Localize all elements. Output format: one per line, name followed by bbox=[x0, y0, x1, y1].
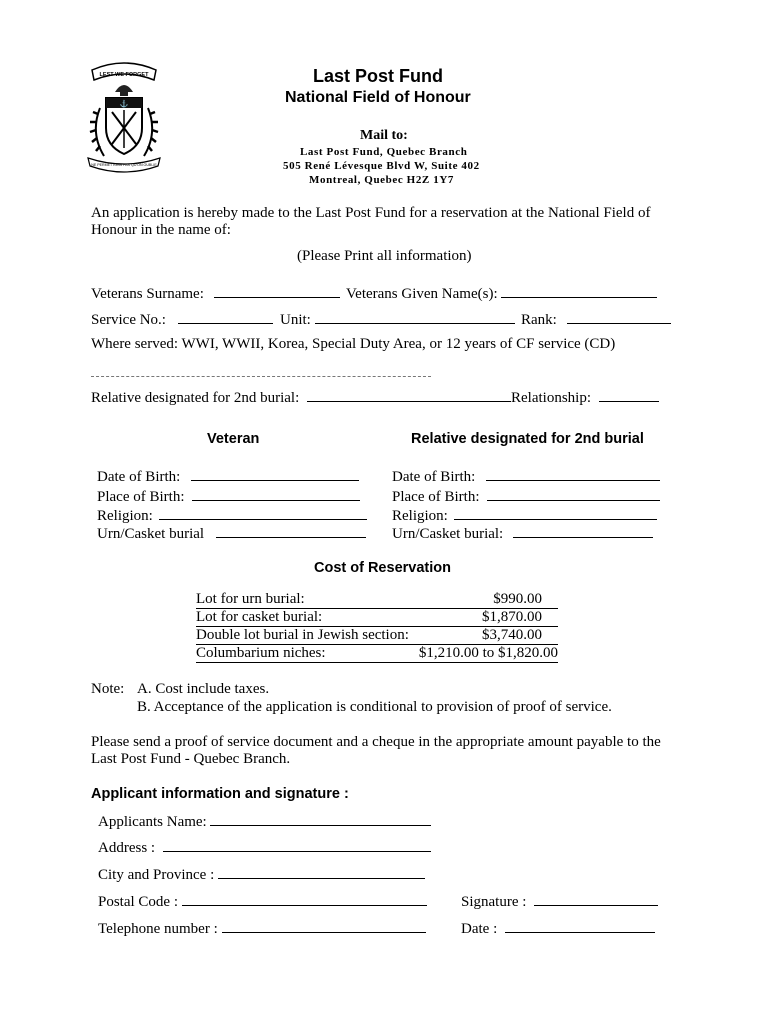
mailing-address-line3: Montreal, Quebec H2Z 1Y7 bbox=[309, 174, 454, 186]
veteran-pob-label: Place of Birth: bbox=[97, 489, 185, 505]
veteran-religion-label: Religion: bbox=[97, 508, 153, 524]
cost-row-label: Double lot burial in Jewish section: bbox=[196, 627, 409, 643]
relative-burial-row bbox=[392, 524, 653, 543]
applicant-postal-row bbox=[98, 892, 427, 911]
veteran-religion-field[interactable] bbox=[159, 506, 367, 520]
applicant-address-label: Address : bbox=[98, 840, 156, 856]
relative-burial-field[interactable] bbox=[513, 524, 653, 538]
veteran-dob-field[interactable] bbox=[191, 467, 359, 481]
svg-text:LEST WE FORGET: LEST WE FORGET bbox=[99, 72, 149, 78]
relative-column-heading: Relative designated for 2nd burial bbox=[411, 431, 644, 447]
crest-icon bbox=[84, 58, 164, 176]
cost-heading: Cost of Reservation bbox=[314, 560, 451, 576]
relative-dob-field[interactable] bbox=[486, 467, 660, 481]
applicant-name-field[interactable] bbox=[210, 812, 431, 826]
cost-row-value: $990.00 bbox=[493, 591, 542, 607]
relative-dob-row bbox=[392, 467, 660, 486]
signature-field[interactable] bbox=[534, 892, 658, 906]
relationship-label: Relationship: bbox=[511, 390, 591, 406]
cost-row-label: Lot for urn burial: bbox=[196, 591, 305, 607]
veteran-dob-row bbox=[97, 467, 359, 486]
applicant-phone-field[interactable] bbox=[222, 919, 426, 933]
cost-row-label: Lot for casket burial: bbox=[196, 609, 323, 625]
send-instructions-line1: Please send a proof of service document and a cheque in the appropriate amount payable to the bbox=[91, 734, 661, 750]
cost-row bbox=[196, 609, 558, 627]
cost-row-value: $1,210.00 to $1,820.00 bbox=[418, 645, 558, 661]
relative-pob-label: Place of Birth: bbox=[392, 489, 480, 505]
applicant-city-row bbox=[98, 865, 425, 884]
applicant-city-field[interactable] bbox=[218, 865, 425, 879]
relative-second-burial-field[interactable] bbox=[307, 388, 511, 402]
signature-row bbox=[461, 892, 658, 911]
veteran-dob-label: Date of Birth: bbox=[97, 469, 181, 485]
print-note: (Please Print all information) bbox=[297, 248, 472, 264]
svg-text:NE PERMETTONS PAS QU'ON OUBLIE: NE PERMETTONS PAS QU'ON OUBLIE bbox=[91, 163, 157, 167]
intro-text-line1: An application is hereby made to the Last Post Fund for a reservation at the National Field of bbox=[91, 205, 651, 221]
relative-second-burial-row bbox=[91, 388, 511, 407]
unit-field[interactable] bbox=[315, 310, 515, 324]
veteran-pob-row bbox=[97, 487, 360, 506]
last-post-fund-emblem bbox=[84, 58, 164, 181]
signature-label: Signature : bbox=[461, 894, 527, 910]
date-label: Date : bbox=[461, 921, 498, 937]
cost-row-value: $1,870.00 bbox=[482, 609, 542, 625]
relative-religion-label: Religion: bbox=[392, 508, 448, 524]
veteran-surname-label: Veterans Surname: bbox=[91, 286, 204, 302]
service-number-row bbox=[91, 310, 273, 329]
cost-row bbox=[196, 645, 558, 663]
relationship-row bbox=[511, 388, 659, 407]
applicant-city-label: City and Province : bbox=[98, 867, 215, 883]
date-field[interactable] bbox=[505, 919, 655, 933]
cost-row-value: $3,740.00 bbox=[482, 627, 542, 643]
service-number-label: Service No.: bbox=[91, 312, 166, 328]
applicant-name-label: Applicants Name: bbox=[98, 814, 207, 830]
veteran-burial-field[interactable] bbox=[216, 524, 366, 538]
rank-label: Rank: bbox=[521, 312, 557, 328]
separator-line bbox=[91, 376, 431, 377]
veteran-religion-row bbox=[97, 506, 367, 525]
rank-field[interactable] bbox=[567, 310, 671, 324]
relative-pob-field[interactable] bbox=[487, 487, 660, 501]
veteran-burial-row bbox=[97, 524, 366, 543]
veteran-burial-label: Urn/Casket burial bbox=[97, 526, 205, 542]
form-title: Last Post Fund bbox=[313, 66, 443, 86]
send-instructions-line2: Last Post Fund - Quebec Branch. bbox=[91, 751, 291, 767]
veteran-given-name-label: Veterans Given Name(s): bbox=[346, 286, 498, 302]
relative-religion-row bbox=[392, 506, 657, 525]
rank-row bbox=[521, 310, 671, 329]
note-a: A. Cost include taxes. bbox=[137, 681, 270, 697]
applicant-address-row bbox=[98, 838, 431, 857]
unit-label: Unit: bbox=[280, 312, 311, 328]
cost-row bbox=[196, 627, 558, 645]
form-subtitle: National Field of Honour bbox=[285, 89, 471, 106]
note-prefix: Note: bbox=[91, 681, 125, 697]
applicant-postal-field[interactable] bbox=[182, 892, 427, 906]
veteran-surname-field[interactable] bbox=[214, 284, 340, 298]
relative-dob-label: Date of Birth: bbox=[392, 469, 476, 485]
applicant-name-row bbox=[98, 812, 431, 831]
date-row bbox=[461, 919, 655, 938]
mail-to-label: Mail to: bbox=[360, 128, 408, 143]
relative-burial-label: Urn/Casket burial: bbox=[392, 526, 504, 542]
veteran-given-name-field[interactable] bbox=[501, 284, 657, 298]
applicant-phone-row bbox=[98, 919, 426, 938]
relationship-field[interactable] bbox=[599, 388, 659, 402]
veteran-given-name-row bbox=[346, 284, 657, 303]
applicant-heading: Applicant information and signature : bbox=[91, 786, 349, 802]
unit-row bbox=[280, 310, 515, 329]
relative-religion-field[interactable] bbox=[454, 506, 657, 520]
cost-row-label: Columbarium niches: bbox=[196, 645, 326, 661]
mailing-address-line1: Last Post Fund, Quebec Branch bbox=[300, 146, 468, 158]
mailing-address-line2: 505 René Lévesque Blvd W, Suite 402 bbox=[283, 160, 480, 172]
cost-row bbox=[196, 591, 558, 609]
applicant-phone-label: Telephone number : bbox=[98, 921, 218, 937]
relative-second-burial-label: Relative designated for 2nd burial: bbox=[91, 390, 300, 406]
service-number-field[interactable] bbox=[178, 310, 273, 324]
intro-text-line2: Honour in the name of: bbox=[91, 222, 231, 238]
veteran-surname-row bbox=[91, 284, 340, 303]
applicant-postal-label: Postal Code : bbox=[98, 894, 179, 910]
veteran-column-heading: Veteran bbox=[207, 431, 260, 447]
veteran-pob-field[interactable] bbox=[192, 487, 360, 501]
applicant-address-field[interactable] bbox=[163, 838, 431, 852]
where-served-text: Where served: WWI, WWII, Korea, Special Duty Area, or 12 years of CF service (CD) bbox=[91, 336, 616, 352]
relative-pob-row bbox=[392, 487, 660, 506]
note-b: B. Acceptance of the application is conditional to provision of proof of service. bbox=[137, 699, 612, 715]
svg-text:⚓: ⚓ bbox=[119, 100, 129, 108]
